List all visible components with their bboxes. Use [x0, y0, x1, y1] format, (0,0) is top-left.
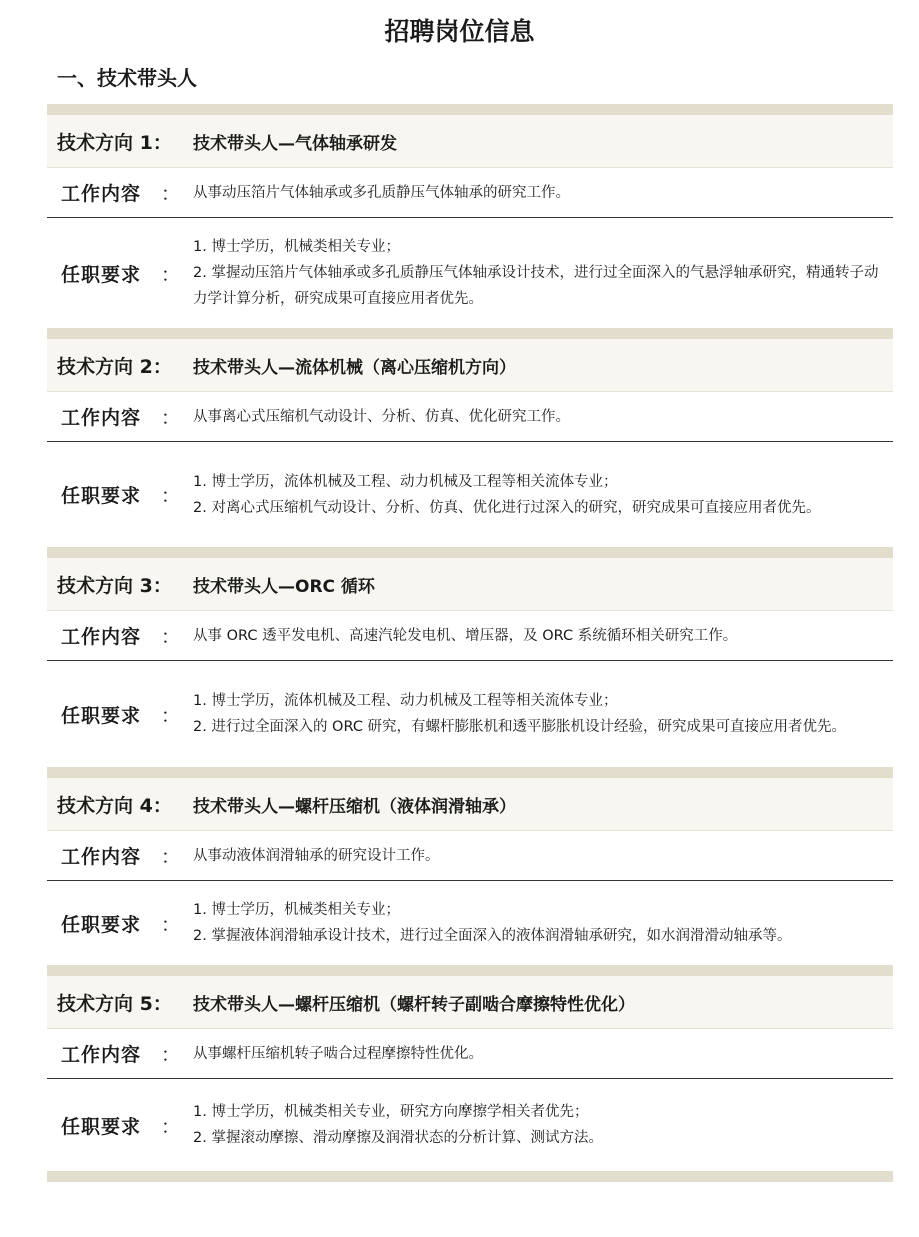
requirement-item: 2. 进行过全面深入的 ORC 研究，有螺杆膨胀机和透平膨胀机设计经验，研究成果可直接应用者优先。 — [193, 719, 847, 735]
requirements-list — [193, 897, 893, 949]
section-divider-band — [47, 104, 893, 115]
section-divider-band — [47, 965, 893, 976]
section-divider-band — [47, 1171, 893, 1182]
job-header — [47, 339, 893, 391]
job-title: 技术带头人—ORC 循环 — [193, 576, 375, 597]
work-content-text: 从事动液体润滑轴承的研究设计工作。 — [193, 847, 440, 864]
work-content-row — [47, 1028, 893, 1079]
requirement-item: 2. 对离心式压缩机气动设计、分析、仿真、优化进行过深入的研究，研究成果可直接应用者优先。 — [193, 499, 821, 516]
requirement-item: 1. 博士学历，流体机械及工程、动力机械及工程等相关流体专业； — [193, 473, 618, 490]
requirement-item: 2. 掌握液体润滑轴承设计技术，进行过全面深入的液体润滑轴承研究，如水润滑滑动轴承等。 — [193, 928, 792, 944]
work-content-text: 从事动压箔片气体轴承或多孔质静压气体轴承的研究工作。 — [193, 184, 570, 201]
direction-label: 技术方向 4： — [57, 794, 172, 817]
work-content-label: 工作内容 ： — [61, 1044, 182, 1066]
work-content-label: 工作内容 ： — [61, 183, 182, 205]
direction-label: 技术方向 1： — [57, 131, 172, 154]
requirements-label: 任职要求 ： — [61, 704, 182, 727]
work-content-label: 工作内容 ： — [61, 626, 182, 648]
direction-label: 技术方向 3： — [57, 574, 172, 597]
work-content-row — [47, 830, 893, 881]
job-header — [47, 115, 893, 167]
page-title: 招聘岗位信息 — [384, 17, 535, 46]
requirement-item: 2. 掌握动压箔片气体轴承或多孔质静压气体轴承设计技术，进行过全面深入的气悬浮轴承研究，精通转子动力学计算分析，研究成果可直接应用者优先。 — [193, 265, 879, 307]
requirement-item: 1. 博士学历，机械类相关专业； — [193, 902, 400, 918]
requirements-label: 任职要求 ： — [61, 1115, 182, 1138]
requirements-row — [47, 442, 893, 547]
job-header — [47, 558, 893, 610]
requirements-list — [193, 234, 893, 312]
section-divider-band — [47, 328, 893, 339]
job-title: 技术带头人—螺杆压缩机（液体润滑轴承） — [193, 796, 516, 817]
requirements-label: 任职要求 ： — [61, 485, 182, 507]
work-content-label: 工作内容 ： — [61, 846, 182, 868]
job-header — [47, 778, 893, 830]
requirements-label: 任职要求 ： — [61, 913, 182, 936]
requirements-row — [47, 1079, 893, 1171]
requirements-list — [193, 688, 893, 740]
work-content-text: 从事 ORC 透平发电机、高速汽轮发电机、增压器，及 ORC 系统循环相关研究工作。 — [193, 627, 738, 644]
job-posting — [47, 778, 893, 965]
requirement-item: 1. 博士学历，机械类相关专业，研究方向摩擦学相关者优先； — [193, 1104, 589, 1120]
work-content-text: 从事螺杆压缩机转子啮合过程摩擦特性优化。 — [193, 1045, 483, 1062]
requirements-label: 任职要求 ： — [61, 263, 182, 286]
requirement-item: 2. 掌握滚动摩擦、滑动摩擦及润滑状态的分析计算、测试方法。 — [193, 1130, 603, 1146]
job-header — [47, 976, 893, 1028]
requirement-item: 1. 博士学历，机械类相关专业； — [193, 239, 400, 255]
direction-label: 技术方向 5： — [57, 992, 172, 1015]
work-content-label: 工作内容 ： — [61, 407, 182, 429]
job-title: 技术带头人—螺杆压缩机（螺杆转子副啮合摩擦特性优化） — [193, 994, 635, 1015]
work-content-row — [47, 610, 893, 661]
requirements-row — [47, 881, 893, 965]
section-heading: 一、技术带头人 — [57, 66, 197, 90]
requirements-row — [47, 218, 893, 328]
requirement-item: 1. 博士学历，流体机械及工程、动力机械及工程等相关流体专业； — [193, 693, 618, 709]
job-posting — [47, 339, 893, 547]
job-title: 技术带头人—流体机械（离心压缩机方向） — [193, 357, 516, 378]
section-divider-band — [47, 547, 893, 558]
requirements-row — [47, 661, 893, 767]
section-divider-band — [47, 767, 893, 778]
work-content-row — [47, 167, 893, 218]
job-posting — [47, 115, 893, 328]
requirements-list — [193, 469, 893, 521]
work-content-row — [47, 391, 893, 442]
work-content-text: 从事离心式压缩机气动设计、分析、仿真、优化研究工作。 — [193, 408, 570, 425]
job-title: 技术带头人—气体轴承研发 — [193, 133, 397, 154]
direction-label: 技术方向 2： — [57, 355, 172, 378]
requirements-list — [193, 1099, 893, 1151]
job-posting — [47, 976, 893, 1171]
job-posting — [47, 558, 893, 767]
job-list — [47, 104, 893, 1182]
